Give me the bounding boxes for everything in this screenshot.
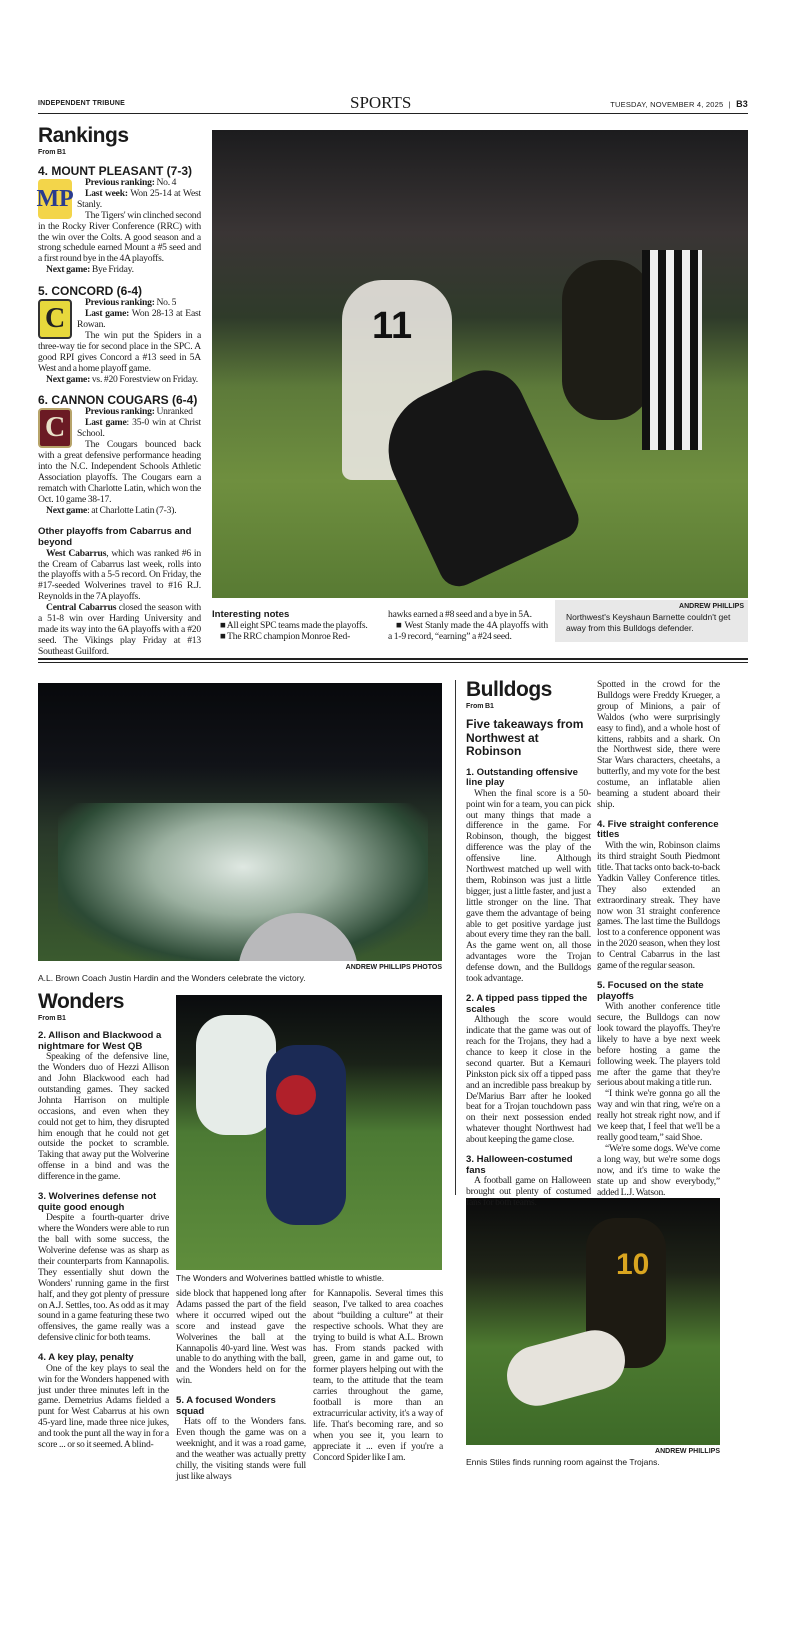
ranking-line bbox=[38, 440, 201, 505]
paragraph: Although the score would indicate that the game was out of reach for the Trojans, they had a chance to keep it close in the second quarter. But a Kemauri Pinkston pick six off a tipped pass and an incredible pass breakup by De'Marius Barr after he looked beat for a Trojan touchdown pass on their next possession ended whatever thought Northwest had about keeping the game close. bbox=[466, 1014, 591, 1146]
interesting-notes-cont bbox=[388, 610, 548, 643]
paragraph: Spotted in the crowd for the Bulldogs were Freddy Krueger, a group of Minions, a pair of Waldos (who were surprisingly easy to find), and a whole host of kittens, rabbits and a shark. On the Northwest side, there were Star Wars characters, cheetahs, a butterfly, and my vote for the best costume, an inflatable alien beaming a student aboard their ship. bbox=[597, 679, 720, 810]
paragraph: Speaking of the defensive line, the Wonders duo of Hezzi Allison and John Blackwood each had outstanding games. They sacked Johnta Harrison on multiple occasions, and even when they could not get to him, they disrupted him enough that he could not get outside the pocket to scramble. Taking that away put the Wolverine offense in a bind and was the difference in the game. bbox=[38, 1051, 169, 1183]
ranking-line bbox=[38, 375, 201, 386]
text: Won 28-13 at East Rowan. bbox=[77, 308, 202, 330]
notes-head: Interesting notes bbox=[212, 609, 290, 620]
label: Next game bbox=[46, 504, 88, 516]
wonders-column-2 bbox=[176, 1289, 306, 1483]
header-rule bbox=[38, 113, 748, 114]
note: ■ The RRC champion Monroe Red- bbox=[220, 630, 351, 642]
photo-caption: A.L. Brown Coach Justin Hardin and the Wonders celebrate the victory. bbox=[38, 973, 306, 983]
bulldogs-column-2 bbox=[597, 680, 720, 1198]
note: hawks earned a #8 seed and a bye in 5A. bbox=[388, 609, 532, 620]
subhead: 5. A focused Wonders squad bbox=[176, 1395, 276, 1417]
team-name: 6. CANNON COUGARS (6-4) bbox=[38, 393, 198, 408]
label: Last game: bbox=[85, 308, 130, 320]
text: , which was ranked #6 in the Cream of Cabarrus last week, rolls into the playoffs with a 5-5 record. On Friday, the #17-seeded Wolverines travel to #16 R.J. Reynolds in the 7A playoffs. bbox=[38, 547, 201, 603]
team-name: 4. MOUNT PLEASANT (7-3) bbox=[38, 164, 193, 178]
paragraph: Hats off to the Wonders fans. Even though the game was on a weeknight, and it was a road game, and the weather was actually pretty chilly, the visiting stands were full just like always bbox=[176, 1416, 306, 1482]
bulldogs-running-photo: 10 bbox=[466, 1198, 720, 1445]
headline: Five takeaways from Northwest at Robinson bbox=[466, 717, 584, 758]
team-name: 5. CONCORD (6-4) bbox=[38, 284, 143, 299]
text: : 35-0 win at Christ School. bbox=[77, 417, 201, 440]
rankings-title: Rankings bbox=[38, 124, 129, 147]
team-logo-icon: C bbox=[38, 299, 72, 339]
text: vs. #20 Forestview on Friday. bbox=[90, 373, 198, 385]
wonders-title: Wonders bbox=[38, 990, 124, 1013]
ranking-line bbox=[38, 265, 201, 276]
label: Previous ranking: bbox=[85, 406, 155, 418]
ranking-entry bbox=[38, 284, 201, 385]
section-divider bbox=[38, 662, 748, 663]
paper-name: INDEPENDENT TRIBUNE bbox=[38, 100, 126, 107]
photo-credit: ANDREW PHILLIPS bbox=[655, 1448, 720, 1455]
text: : at Charlotte Latin (7-3). bbox=[87, 504, 177, 516]
bulldogs-column-1 bbox=[466, 678, 591, 1209]
page-date bbox=[610, 99, 748, 109]
jump-from: From B1 bbox=[466, 703, 494, 710]
photo-caption: The Wonders and Wolverines battled whistle to whistle. bbox=[176, 1273, 385, 1283]
paragraph: for Kannapolis. Several times this season, I've talked to area coaches about “building a culture” at their respective schools. What they are trying to build is what A.L. Brown has. From stands packed with green, game in and game out, to former players helping out with the team, to the attitude that the team carries throughout the game, football is more than an extracurricular activity, it's a way of life. That's becoming rare, and so when you see it, you learn to appreciate it ... even if you're a Concord Spider like I am. bbox=[313, 1288, 443, 1463]
quote: “I think we're gonna go all the way and win that ring, we're on a really hot streak right now, and if we keep that, I feel that we'll be a really good team,” said Shoe. bbox=[597, 1088, 720, 1143]
subhead: 3. Wolverines defense not quite good enough bbox=[38, 1191, 157, 1213]
text: No. 5 bbox=[154, 297, 177, 309]
jump-from: From B1 bbox=[38, 149, 66, 156]
wonders-column-3 bbox=[313, 1289, 443, 1464]
jump-from: From B1 bbox=[38, 1015, 66, 1022]
text: Unranked bbox=[154, 406, 193, 418]
text: The Cougars bounced back with a great defensive performance heading into the N.C. Independent Schools Athletic Association playoffs. The Cougars earn a rematch with Charlotte Latin, which won the Oct. 10 game 38-17. bbox=[38, 439, 201, 505]
section-title: SPORTS bbox=[350, 93, 412, 112]
football-action-photo: 11 bbox=[212, 130, 748, 598]
column-rule bbox=[455, 680, 456, 1195]
paragraph: With the win, Robinson claims its third straight South Piedmont title. That tacks onto back-to-back Yadkin Valley Conference titles. They also extended an extraordinary streak. They have now won 31 straight conference games. The last time the Bulldogs lost to a conference opponent was in the 2020 season, when they lost to Central Cabarrus in the last game of the regular season. bbox=[597, 840, 720, 972]
label: Central Cabarrus bbox=[46, 602, 117, 614]
subhead: 5. Focused on the state playoffs bbox=[597, 979, 704, 1002]
rankings-column bbox=[38, 124, 201, 658]
quote: “We're some dogs. We've come a long way, but we're some dogs now, and it's time to wake the state up and show everybody,” added L.J. Watson. bbox=[597, 1142, 720, 1198]
label: Last game bbox=[85, 417, 127, 429]
paragraph: side block that happened long after Adams passed the part of the field where it occurred wiped out the score and instead gave the Wolverines the ball at the Kannapolis 40-yard line. West was unable to do anything with the ball, and the Wonders held on for the win. bbox=[176, 1288, 306, 1387]
separator: | bbox=[728, 100, 731, 109]
paragraph: A football game on Halloween brought out plenty of costumed fans for both teams. bbox=[466, 1175, 591, 1209]
date: TUESDAY, NOVEMBER 4, 2025 bbox=[610, 100, 724, 109]
wonders-wolverines-photo bbox=[176, 995, 442, 1270]
paragraph: One of the key plays to seal the win for the Wonders happened with just under three minutes left in the game. Demetrius Adams fielded a punt for West Cabarrus at his own 45-yard line, made three nice jukes, and took the punt all the way in for a score ... or so it seemed. A blind- bbox=[38, 1362, 169, 1451]
team-logo-icon: C bbox=[38, 408, 72, 448]
interesting-notes bbox=[212, 610, 384, 642]
note: ■ All eight SPC teams made the playoffs. bbox=[220, 619, 368, 631]
page-number: B3 bbox=[736, 99, 748, 109]
text: The win put the Spiders in a three-way tie for second place in the SPC. A good RPI gives Concord a #13 seed in 5A West and a home playoff game. bbox=[38, 329, 201, 374]
paragraph: With another conference title secure, the Bulldogs can now look toward the playoffs. They're likely to have a bye next week before hosting a game the following week. The players told me after the game that they're serious about making a title run. bbox=[597, 1001, 720, 1089]
ranking-entry bbox=[38, 393, 201, 516]
section-divider bbox=[38, 658, 748, 660]
label: Next game: bbox=[46, 264, 91, 276]
subhead: 3. Halloween-costumed fans bbox=[466, 1154, 573, 1176]
paragraph: When the final score is a 50-point win for a team, you can pick out many things that made a difference in the game. For Robinson, though, the biggest difference was the play of the offensive line. Although Northwest matched up well with them, Robinson was just a little bigger, just a little faster, and just a little stronger on the line. That gave them the advantage of being able to get positive yardage just about every time they ran the ball. As the game went on, all those advantages wore the Trojan defense down, and the Bulldogs took advantage. bbox=[466, 787, 591, 985]
ranking-entry bbox=[38, 164, 201, 276]
photo-caption: Northwest's Keyshaun Barnette couldn't get away from this Bulldogs defender. bbox=[566, 612, 731, 633]
note: ■ West Stanly made the 4A playoffs with a 1-9 record, “earning” a #24 seed. bbox=[388, 619, 548, 642]
wonders-celebration-photo bbox=[38, 683, 442, 961]
ranking-line bbox=[38, 506, 201, 517]
text: closed the season with a 51-8 win over Harding University and made its way into the 6A playoffs with a #20 seed. The Vikings play Friday at #13 Southeast Guilford. bbox=[38, 602, 201, 657]
team-logo-icon: MP bbox=[38, 179, 72, 219]
label: West Cabarrus bbox=[46, 547, 107, 559]
subhead: 4. A key play, penalty bbox=[38, 1352, 134, 1364]
subhead: 2. Allison and Blackwood a nightmare for West QB bbox=[38, 1030, 162, 1052]
other-playoffs-head: Other playoffs from Cabarrus and beyond bbox=[38, 526, 192, 549]
photo-credit: ANDREW PHILLIPS PHOTOS bbox=[345, 964, 442, 971]
text: Bye Friday. bbox=[90, 264, 134, 276]
text: No. 4 bbox=[154, 177, 177, 188]
bulldogs-title: Bulldogs bbox=[466, 678, 552, 701]
label: Previous ranking: bbox=[85, 177, 155, 188]
label: Next game: bbox=[46, 373, 91, 385]
photo-caption: Ennis Stiles finds running room against the Trojans. bbox=[466, 1457, 660, 1467]
photo-credit: ANDREW PHILLIPS bbox=[679, 603, 744, 610]
text: The Tigers' win clinched second in the Rocky River Conference (RRC) with the win over the Colts. A good season and a strong schedule earned Mount a #5 seed and a first round bye in the 4A playoffs. bbox=[38, 209, 201, 265]
subhead: 1. Outstanding offensive line play bbox=[466, 766, 578, 789]
text: Won 25-14 at West Stanly. bbox=[77, 187, 201, 210]
subhead: 4. Five straight conference titles bbox=[597, 818, 719, 841]
wonders-column-1 bbox=[38, 990, 169, 1451]
label: Last week: bbox=[85, 187, 128, 199]
subhead: 2. A tipped pass tipped the scales bbox=[466, 993, 588, 1015]
paragraph: Despite a fourth-quarter drive where the Wonders were able to run the ball with some success, the Wolverine defense was as sharp as their counterparts from Kannapolis. They essentially shut down the Wonders' running game in the first half, and they got plenty of pressure on A.J. Settles, too. As odd as it may sound in a game featuring these two offensives, the game really was a defensive clinic for both teams. bbox=[38, 1212, 169, 1344]
label: Previous ranking: bbox=[85, 297, 155, 309]
